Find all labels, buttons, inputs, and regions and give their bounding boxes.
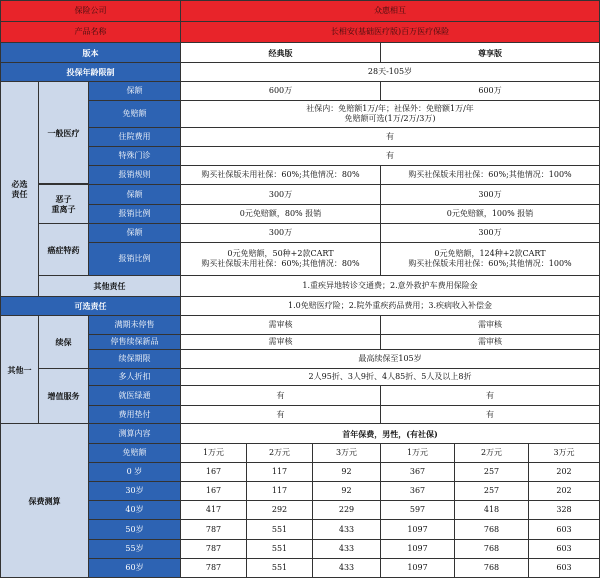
svc-green-label: 就医绿通	[88, 385, 181, 406]
mt-sum-premium: 300万	[380, 184, 600, 205]
premium-cell: 202	[528, 462, 600, 482]
sd-sum-premium: 300万	[380, 223, 600, 243]
svc-discount-value: 2人95折、3人9折、4人85折、5人及以上8折	[180, 368, 600, 386]
svc-prepay-premium: 有	[380, 405, 600, 424]
age-limit-label: 投保年龄限制	[0, 62, 181, 82]
age-label: 60岁	[88, 558, 181, 578]
svc-green-premium: 有	[380, 385, 600, 406]
sd-sum-label: 保额	[88, 223, 181, 243]
premium-cell: 551	[246, 539, 313, 559]
age-limit-value: 28天-105岁	[180, 62, 600, 82]
age-label: 0 岁	[88, 462, 181, 482]
ren-stop-classic: 需审核	[180, 334, 381, 350]
mt-sum-classic: 300万	[180, 184, 381, 205]
optional-label: 可选责任	[0, 296, 181, 316]
mt-reimb-label: 报销比例	[88, 204, 181, 224]
premium-cell: 433	[312, 539, 381, 559]
gm-deductible-label: 免赔额	[88, 100, 181, 128]
ren-maxage-label: 续保期限	[88, 349, 181, 369]
premium-cell: 768	[454, 539, 529, 559]
product-value: 长相安(基础医疗版)百万医疗保险	[180, 21, 600, 43]
product-label: 产品名称	[0, 21, 181, 43]
company-value: 众惠相互	[180, 0, 600, 22]
premium-calc-label: 保费测算	[0, 423, 89, 578]
proton-heavy-ion-label: 恶子 重离子	[38, 184, 89, 224]
deductible-col: 3万元	[528, 443, 600, 463]
deductible-col: 1万元	[180, 443, 247, 463]
premium-cell: 1097	[380, 558, 455, 578]
svc-discount-label: 多人折扣	[88, 368, 181, 386]
ren-stop-label: 停售续保新品	[88, 334, 181, 350]
deductible-col: 1万元	[380, 443, 455, 463]
premium-cell: 92	[312, 462, 381, 482]
premium-cell: 768	[454, 558, 529, 578]
gm-sum-label: 保额	[88, 81, 181, 101]
others-group-label: 其他一	[0, 315, 39, 424]
other-resp-value: 1.重疾异地转诊交通费；2.意外救护车费用保险金	[180, 275, 600, 297]
premium-cell: 367	[380, 462, 455, 482]
premium-cell: 433	[312, 558, 381, 578]
calc-deductible-label: 免赔额	[88, 443, 181, 463]
premium-cell: 117	[246, 481, 313, 501]
premium-cell: 167	[180, 462, 247, 482]
premium-cell: 433	[312, 519, 381, 540]
deductible-col: 2万元	[454, 443, 529, 463]
gm-sum-premium: 600万	[380, 81, 600, 101]
premium-cell: 167	[180, 481, 247, 501]
premium-cell: 603	[528, 519, 600, 540]
premium-cell: 787	[180, 558, 247, 578]
premium-cell: 1097	[380, 519, 455, 540]
mt-reimb-classic: 0元免赔额，80% 报销	[180, 204, 381, 224]
gm-outpatient-label: 特殊门诊	[88, 146, 181, 166]
gm-reimb-classic: 购买社保版未用社保：60%;其他情况：80%	[180, 165, 381, 185]
gm-sum-classic: 600万	[180, 81, 381, 101]
deductible-col: 2万元	[246, 443, 313, 463]
gm-hospital-value: 有	[180, 127, 600, 147]
version-label: 版本	[0, 42, 181, 63]
gm-reimb-label: 报销规则	[88, 165, 181, 185]
premium-cell: 417	[180, 500, 247, 520]
premium-cell: 551	[246, 558, 313, 578]
gm-deductible-value: 社保内：免赔额1万/年；社保外：免赔额1万/年 免赔额可选(1万/2万/3万)	[180, 100, 600, 128]
renewal-label: 续保	[38, 315, 89, 369]
premium-cell: 1097	[380, 539, 455, 559]
mt-sum-label: 保额	[88, 184, 181, 205]
special-drugs-label: 癌症特药	[38, 223, 89, 276]
svc-green-classic: 有	[180, 385, 381, 406]
premium-cell: 229	[312, 500, 381, 520]
premium-cell: 367	[380, 481, 455, 501]
ren-stop-premium: 需审核	[380, 334, 600, 350]
premium-cell: 603	[528, 558, 600, 578]
premium-cell: 787	[180, 519, 247, 540]
gm-outpatient-value: 有	[180, 146, 600, 166]
plan-premium: 尊享版	[380, 42, 600, 63]
premium-cell: 787	[180, 539, 247, 559]
sd-reimb-premium: 0元免赔额，124种+2款CART 购买社保版未用社保：60%;其他情况：100%	[380, 242, 600, 276]
plan-classic: 经典版	[180, 42, 381, 63]
ren-expiry-classic: 需审核	[180, 315, 381, 335]
ren-expiry-label: 满期未停售	[88, 315, 181, 335]
premium-cell: 603	[528, 539, 600, 559]
mt-reimb-premium: 0元免赔额，100% 报销	[380, 204, 600, 224]
required-group-label: 必选 责任	[0, 81, 39, 297]
general-medical-label: 一般医疗	[38, 81, 89, 184]
sd-reimb-classic: 0元免赔额，50种+2款CART 购买社保版未用社保：60%;其他情况：80%	[180, 242, 381, 276]
optional-value: 1.0免赔医疗险；2.院外重疾药品费用；3.疾病收入补偿金	[180, 296, 600, 316]
premium-cell: 597	[380, 500, 455, 520]
premium-cell: 92	[312, 481, 381, 501]
premium-cell: 202	[528, 481, 600, 501]
age-label: 55岁	[88, 539, 181, 559]
premium-cell: 257	[454, 462, 529, 482]
company-label: 保险公司	[0, 0, 181, 22]
age-label: 30岁	[88, 481, 181, 501]
premium-cell: 328	[528, 500, 600, 520]
premium-cell: 418	[454, 500, 529, 520]
premium-cell: 768	[454, 519, 529, 540]
gm-hospital-label: 住院费用	[88, 127, 181, 147]
services-label: 增值服务	[38, 368, 89, 424]
deductible-col: 3万元	[312, 443, 381, 463]
svc-prepay-classic: 有	[180, 405, 381, 424]
age-label: 40岁	[88, 500, 181, 520]
svc-prepay-label: 费用垫付	[88, 405, 181, 424]
premium-cell: 117	[246, 462, 313, 482]
ren-expiry-premium: 需审核	[380, 315, 600, 335]
calc-content-value: 首年保费，男性，(有社保)	[180, 423, 600, 444]
ren-maxage-value: 最高续保至105岁	[180, 349, 600, 369]
calc-content-label: 测算内容	[88, 423, 181, 444]
gm-reimb-premium: 购买社保版未用社保：60%;其他情况：100%	[380, 165, 600, 185]
premium-cell: 257	[454, 481, 529, 501]
premium-cell: 292	[246, 500, 313, 520]
age-label: 50岁	[88, 519, 181, 540]
sd-reimb-label: 报销比例	[88, 242, 181, 276]
premium-cell: 551	[246, 519, 313, 540]
other-resp-label: 其他责任	[38, 275, 181, 297]
sd-sum-classic: 300万	[180, 223, 381, 243]
